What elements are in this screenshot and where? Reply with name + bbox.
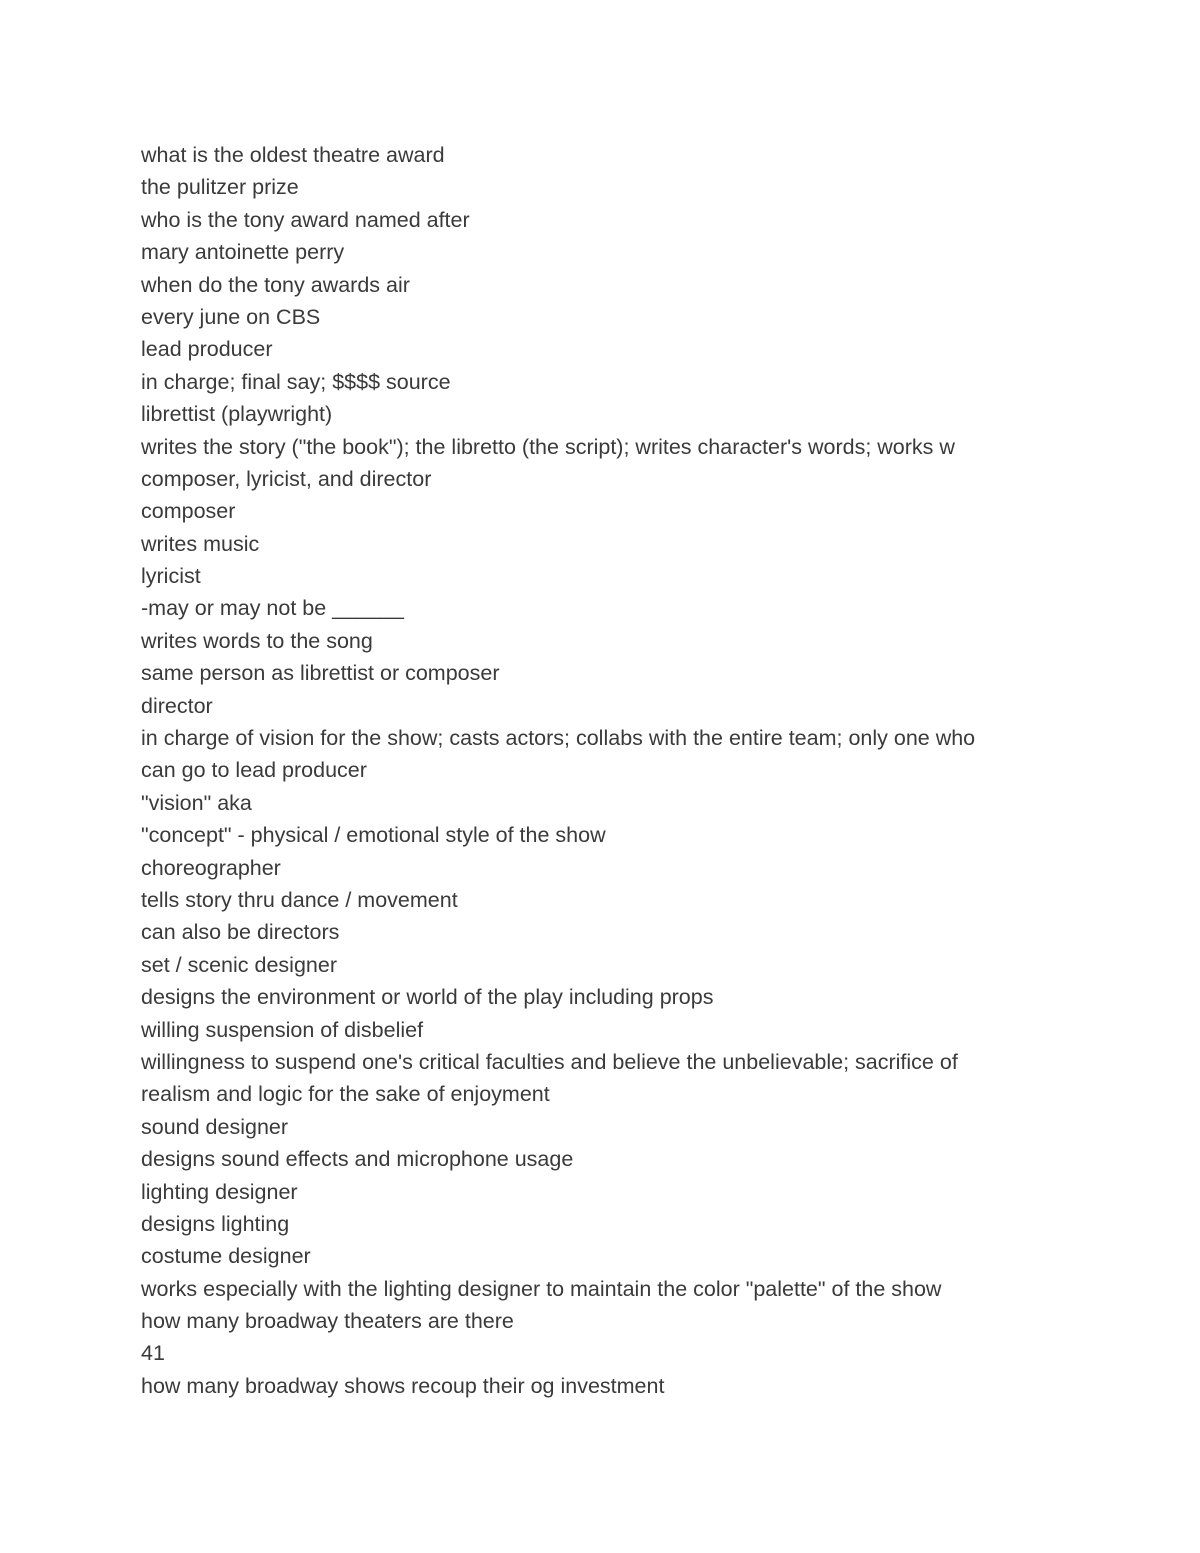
text-line: composer, lyricist, and director <box>141 466 432 491</box>
text-line: composer <box>141 499 236 524</box>
text-line: willing suspension of disbelief <box>141 1017 424 1042</box>
text-line: mary antoinette perry <box>141 240 345 265</box>
text-line: every june on CBS <box>141 304 321 329</box>
text-line: lighting designer <box>141 1179 298 1204</box>
text-line: set / scenic designer <box>141 952 337 977</box>
text-line: lyricist <box>141 564 201 589</box>
text-line: realism and logic for the sake of enjoyment <box>141 1082 550 1107</box>
text-line: librettist (playwright) <box>141 402 333 427</box>
text-line: writes the story ("the book"); the libretto (the script); writes character's words; works w <box>141 434 955 459</box>
text-line: designs sound effects and microphone usage <box>141 1147 574 1172</box>
text-line: tells story thru dance / movement <box>141 887 458 912</box>
text-line: designs the environment or world of the play including props <box>141 985 714 1010</box>
text-line: sound designer <box>141 1114 289 1139</box>
text-line: costume designer <box>141 1244 311 1269</box>
text-line: in charge; final say; $$$$ source <box>141 369 451 394</box>
text-line: willingness to suspend one's critical faculties and believe the unbelievable; sacrifice of <box>141 1049 958 1074</box>
text-line: "concept" - physical / emotional style of the show <box>141 823 606 848</box>
text-line: lead producer <box>141 337 273 362</box>
document-text <box>141 139 1071 1402</box>
text-line: designs lighting <box>141 1211 290 1236</box>
text-line: writes words to the song <box>141 628 373 653</box>
text-line: same person as librettist or composer <box>141 661 500 686</box>
text-line: "vision" aka <box>141 790 252 815</box>
text-line: writes music <box>141 531 260 556</box>
text-line: choreographer <box>141 855 281 880</box>
text-line: how many broadway shows recoup their og investment <box>141 1373 665 1398</box>
text-line: the pulitzer prize <box>141 175 299 200</box>
text-line: in charge of vision for the show; casts actors; collabs with the entire team; only one who <box>141 726 976 751</box>
text-line: who is the tony award named after <box>141 207 470 232</box>
text-line: director <box>141 693 213 718</box>
text-line: when do the tony awards air <box>141 272 410 297</box>
text-line: -may or may not be ______ <box>141 596 404 621</box>
text-line: can go to lead producer <box>141 758 367 783</box>
text-line: works especially with the lighting designer to maintain the color "palette" of the show <box>141 1276 942 1301</box>
text-line: 41 <box>141 1341 165 1366</box>
text-line: what is the oldest theatre award <box>141 143 445 167</box>
text-line: can also be directors <box>141 920 340 945</box>
text-line: how many broadway theaters are there <box>141 1309 514 1334</box>
